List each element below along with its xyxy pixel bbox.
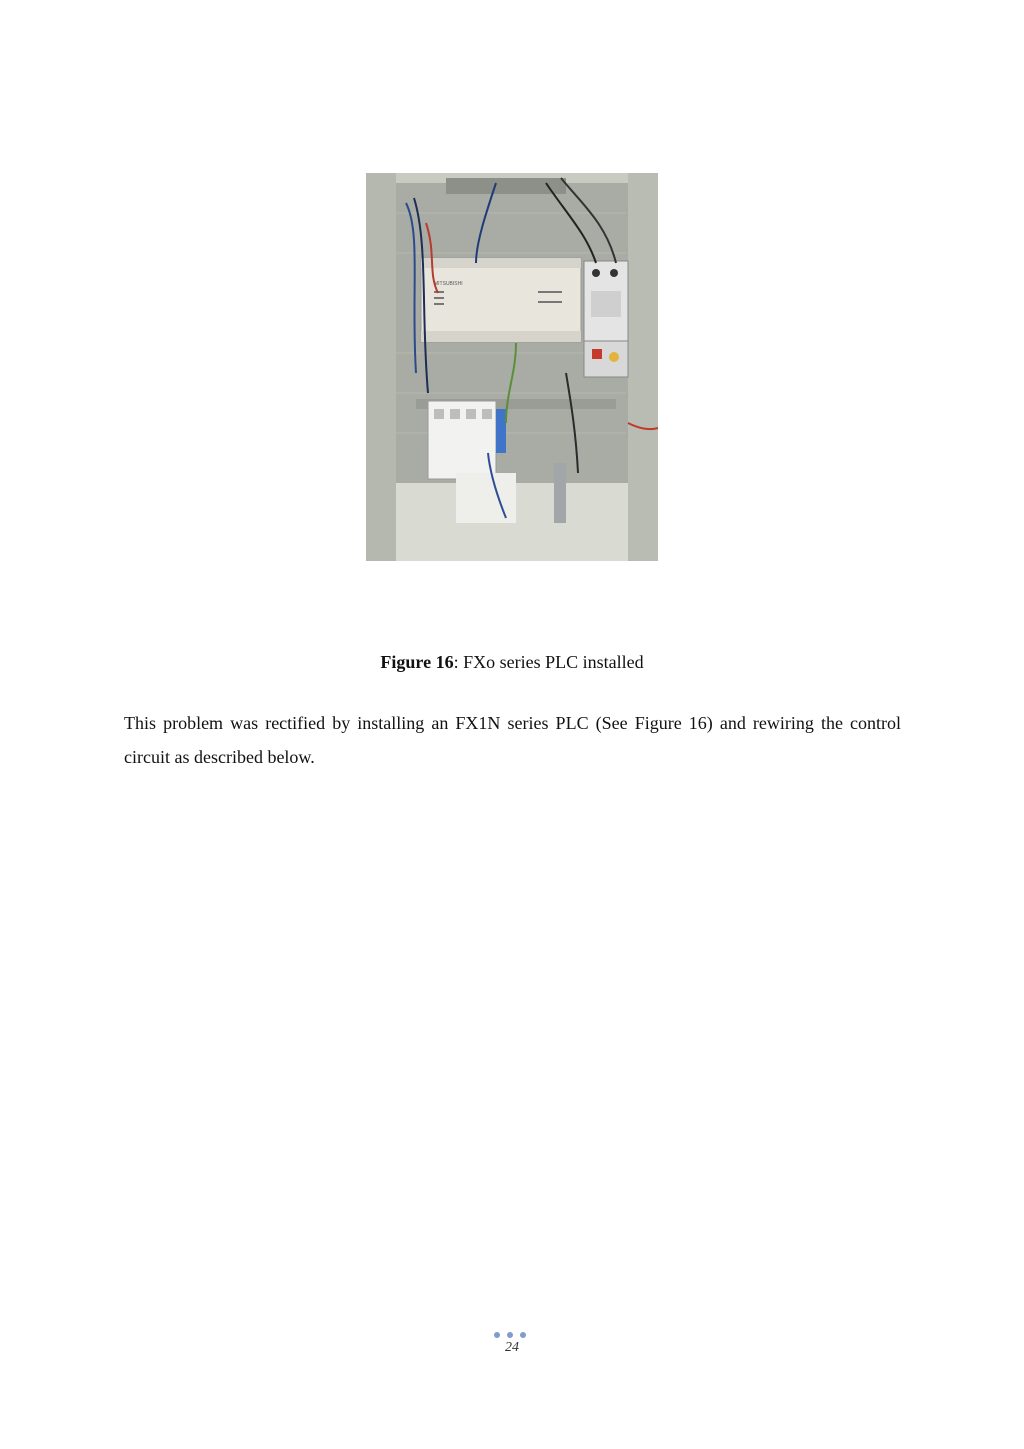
figure-caption <box>0 650 1024 674</box>
body-paragraph: This problem was rectified by installing an FX1N series PLC (See Figure 16) and rewiring the control circuit as described below. <box>124 713 901 767</box>
page-number: 24 <box>505 1340 519 1355</box>
figure-label: Figure 16 <box>380 652 454 672</box>
plc-cabinet-photo <box>366 173 658 561</box>
plc-brand-label: MITSUBISHI <box>434 281 463 287</box>
figure-photo <box>366 173 658 561</box>
figure-caption-text: : FXo series PLC installed <box>453 652 644 672</box>
footer-dots-icon <box>494 1332 530 1340</box>
